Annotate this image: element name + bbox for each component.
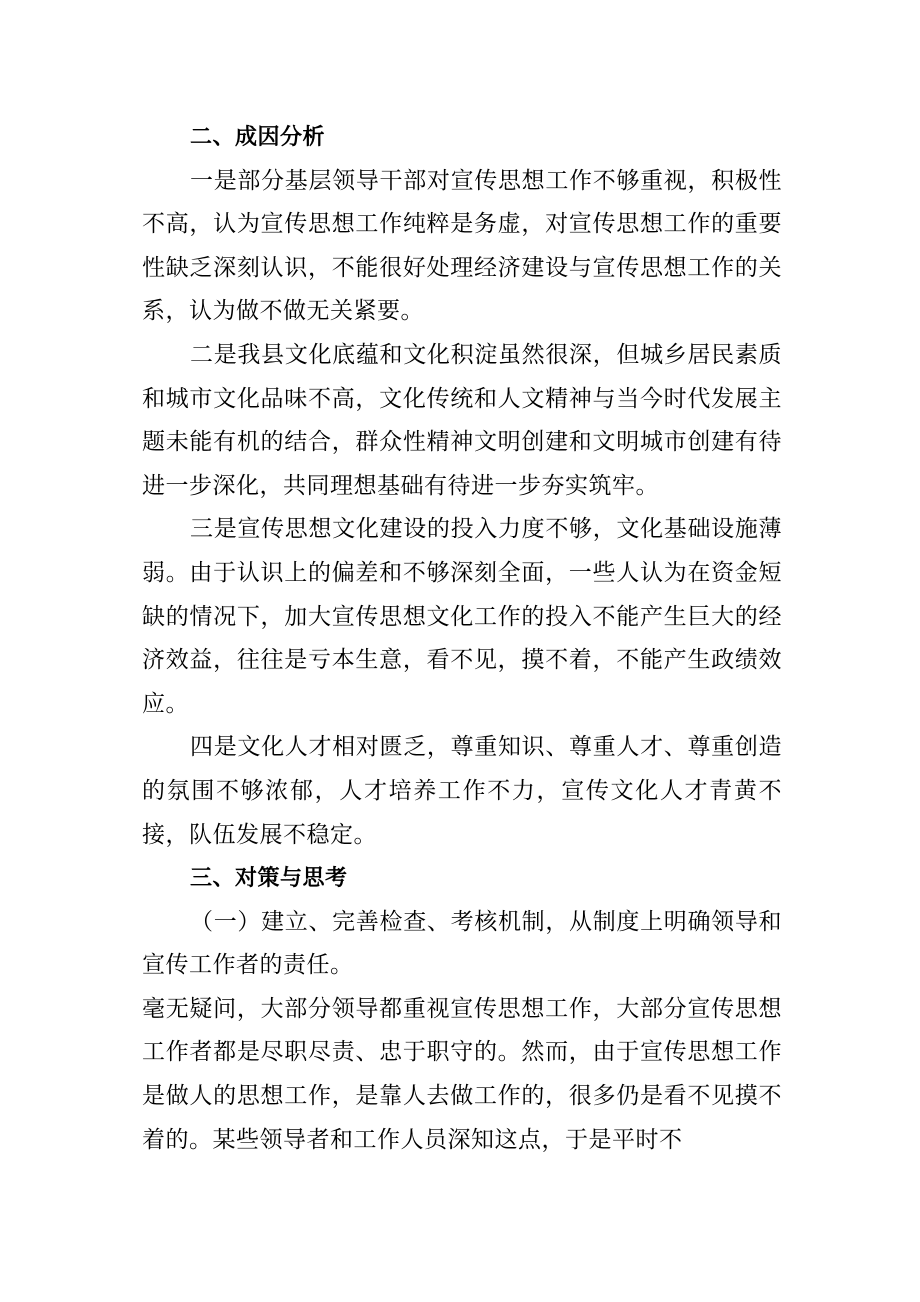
section-heading-countermeasures: 三、对策与思考 [190, 866, 348, 892]
paragraph-cause-3: 三是宣传思想文化建设的投入力度不够，文化基础设施薄弱。由于认识上的偏差和不够深刻全面，一些人认为在资金短缺的情况下，加大宣传思想文化工作的投入不能产生巨大的经济效益，往往是亏本生意，看不见，摸不着，不能产生政绩效应。 [142, 516, 782, 717]
paragraph-cause-4: 四是文化人才相对匮乏，尊重知识、尊重人才、尊重创造的氛围不够浓郁，人才培养工作不力，宣传文化人才青黄不接，队伍发展不稳定。 [142, 734, 782, 848]
document-page [142, 116, 782, 1162]
paragraph-body-text: 毫无疑问，大部分领导都重视宣传思想工作，大部分宣传思想工作者都是尽职尽责、忠于职守的。然而，由于宣传思想工作是做人的思想工作，是靠人去做工作的，很多仍是看不见摸不着的。某些领导者和工作人员深知这点，于是平时不 [142, 995, 782, 1153]
paragraph-cause-2: 二是我县文化底蕴和文化积淀虽然很深，但城乡居民素质和城市文化品味不高，文化传统和人文精神与当今时代发展主题未能有机的结合，群众性精神文明创建和文明城市创建有待进一步深化，共同理想基础有待进一步夯实筑牢。 [142, 341, 782, 499]
section-heading-causes: 二、成因分析 [190, 125, 326, 150]
paragraph-countermeasure-1: （一）建立、完善检查、考核机制，从制度上明确领导和宣传工作者的责任。 [142, 908, 782, 979]
paragraph-cause-1: 一是部分基层领导干部对宣传思想工作不够重视，积极性不高，认为宣传思想工作纯粹是务虚，对宣传思想工作的重要性缺乏深刻认识，不能很好处理经济建设与宣传思想工作的关系，认为做不做无关紧要。 [142, 167, 782, 325]
